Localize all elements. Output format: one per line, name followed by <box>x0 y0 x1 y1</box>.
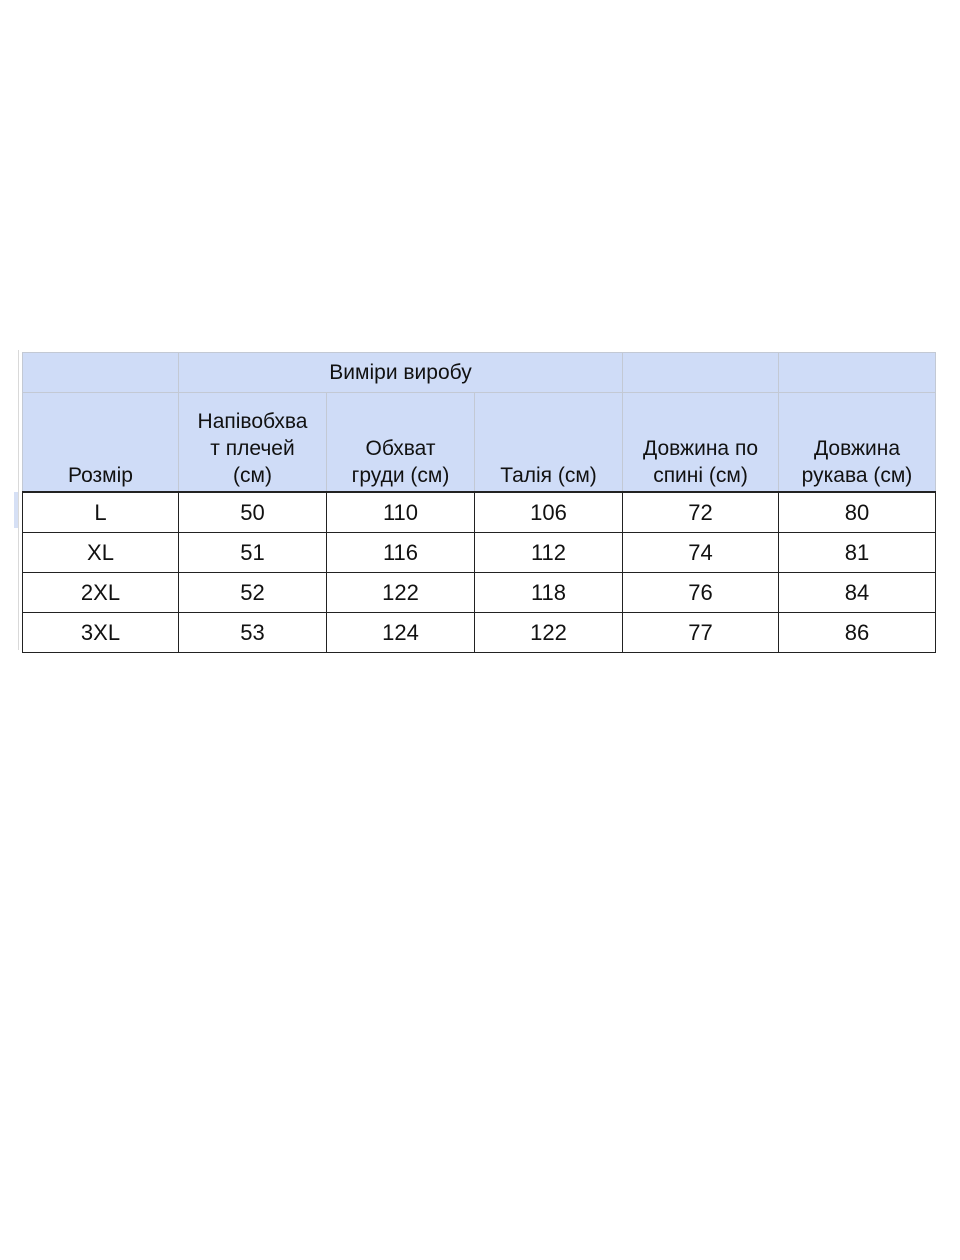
column-header-sleeve-length <box>779 393 936 493</box>
blank-header-cell <box>23 353 179 393</box>
table-cell: 76 <box>623 573 779 613</box>
header-line: Обхват <box>365 437 436 460</box>
table-cell: 124 <box>327 613 475 653</box>
table-cell: 50 <box>179 492 327 533</box>
table-cell: 112 <box>475 533 623 573</box>
table-cell: 74 <box>623 533 779 573</box>
header-line: Довжина по <box>643 437 758 460</box>
table-row <box>23 573 936 613</box>
column-header-chest <box>327 393 475 493</box>
table-cell: 110 <box>327 492 475 533</box>
table-cell: 106 <box>475 492 623 533</box>
column-header-shoulders <box>179 393 327 493</box>
table-row <box>23 492 936 533</box>
size-chart <box>22 352 935 653</box>
header-line: спині (см) <box>653 464 748 487</box>
header-line: (см) <box>233 464 272 487</box>
table-cell: 84 <box>779 573 936 613</box>
table-cell: 80 <box>779 492 936 533</box>
size-cell: XL <box>23 533 179 573</box>
table-cell: 51 <box>179 533 327 573</box>
table-cell: 52 <box>179 573 327 613</box>
group-header-cell: Виміри виробу <box>179 353 623 393</box>
size-table <box>22 352 936 653</box>
table-cell: 122 <box>327 573 475 613</box>
blank-header-cell <box>779 353 936 393</box>
size-cell: 2XL <box>23 573 179 613</box>
header-line: груди (см) <box>351 464 450 487</box>
header-line: Розмір <box>68 464 133 487</box>
header-line: Довжина <box>813 437 901 460</box>
table-cell: 122 <box>475 613 623 653</box>
column-header-waist <box>475 393 623 493</box>
blank-header-cell <box>623 353 779 393</box>
header-line: Талія (см) <box>500 464 597 487</box>
header-line: рукава (см) <box>801 464 913 487</box>
table-cell: 77 <box>623 613 779 653</box>
table-cell: 86 <box>779 613 936 653</box>
size-cell: L <box>23 492 179 533</box>
column-header-row <box>23 393 936 493</box>
table-cell: 72 <box>623 492 779 533</box>
header-line: Напівобхва <box>197 410 308 433</box>
table-row <box>23 533 936 573</box>
header-line: т плечей <box>210 437 295 460</box>
row-selection-mark <box>14 492 18 528</box>
column-header-size <box>23 393 179 493</box>
table-cell: 53 <box>179 613 327 653</box>
size-cell: 3XL <box>23 613 179 653</box>
table-row <box>23 613 936 653</box>
table-cell: 116 <box>327 533 475 573</box>
table-cell: 81 <box>779 533 936 573</box>
group-header-row <box>23 353 936 393</box>
table-cell: 118 <box>475 573 623 613</box>
column-header-back-length <box>623 393 779 493</box>
